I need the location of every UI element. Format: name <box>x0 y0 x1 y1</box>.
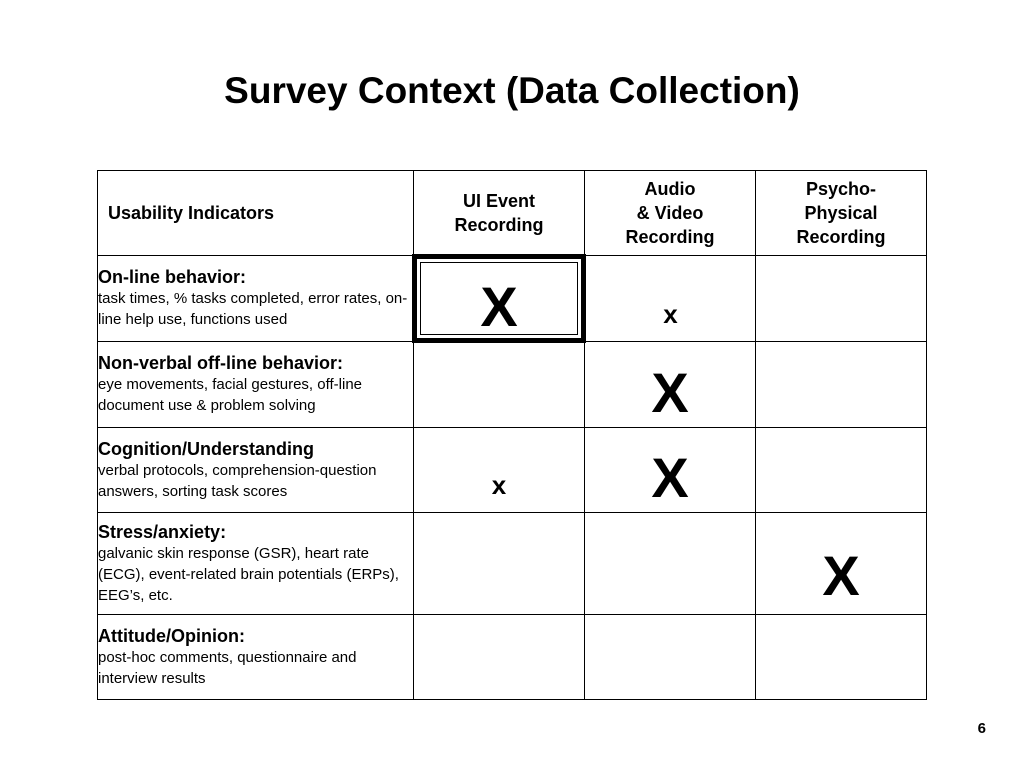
indicator-description: post-hoc comments, questionnaire and interview results <box>98 648 357 687</box>
psycho-physical-cell <box>756 342 927 428</box>
ui-event-cell <box>414 256 585 342</box>
psycho-physical-cell <box>756 256 927 342</box>
mark <box>756 377 926 393</box>
mark <box>756 649 926 665</box>
mark-strong: X <box>480 274 518 338</box>
ui-event-cell <box>414 615 585 700</box>
header-line: Audio <box>644 179 696 199</box>
psycho-physical-cell <box>756 615 927 700</box>
mark <box>585 649 755 665</box>
indicator-cell <box>98 256 414 342</box>
ui-event-cell <box>414 342 585 428</box>
audio-video-cell <box>585 513 756 615</box>
indicator-title: On-line behavior: <box>98 267 247 287</box>
audio-video-cell <box>585 615 756 700</box>
mark <box>756 291 926 307</box>
table-row <box>98 615 927 700</box>
header-psycho-physical-recording <box>756 171 927 256</box>
psycho-physical-cell <box>756 428 927 513</box>
table-row <box>98 513 927 615</box>
indicator-cell <box>98 615 414 700</box>
header-line: Psycho- <box>805 179 877 199</box>
usability-indicators-table <box>97 170 927 700</box>
header-audio-video-recording <box>585 171 756 256</box>
page-number: 6 <box>977 720 986 737</box>
mark-weak: x <box>491 470 507 500</box>
header-line: Recording <box>454 214 544 235</box>
indicator-description: eye movements, facial gestures, off-line document use & problem solving <box>98 376 363 414</box>
indicator-description: galvanic skin response (GSR), heart rate (ECG), event-related brain potentials (ERPs), EEG’s, etc. <box>98 544 399 604</box>
header-line: Recording <box>796 227 886 247</box>
header-line: UI Event <box>462 190 536 211</box>
indicator-cell <box>98 513 414 615</box>
ui-event-cell <box>414 428 585 513</box>
mark <box>414 377 584 393</box>
mark-strong: X <box>651 446 689 509</box>
mark <box>756 462 926 478</box>
table-row <box>98 428 927 513</box>
audio-video-cell <box>585 428 756 513</box>
indicator-title: Non-verbal off-line behavior: <box>98 353 344 373</box>
header-ui-event-recording <box>414 171 585 256</box>
audio-video-cell <box>585 342 756 428</box>
header-line: Physical <box>804 203 878 223</box>
mark <box>414 551 584 576</box>
ui-event-cell <box>414 513 585 615</box>
indicator-cell <box>98 342 414 428</box>
header-usability-indicators: Usability Indicators <box>98 171 414 256</box>
audio-video-cell <box>585 256 756 342</box>
header-line: & Video <box>636 203 704 223</box>
indicator-description: verbal protocols, comprehension-question answers, sorting task scores <box>98 461 377 500</box>
mark-strong: X <box>822 544 860 607</box>
mark <box>585 551 755 576</box>
mark <box>414 649 584 665</box>
indicator-title: Cognition/Understanding <box>98 438 314 459</box>
indicator-cell <box>98 428 414 513</box>
indicator-title: Stress/anxiety: <box>98 521 227 542</box>
table-header-row <box>98 171 927 256</box>
slide-title: Survey Context (Data Collection) <box>224 70 800 111</box>
header-line: Recording <box>625 227 715 247</box>
psycho-physical-cell <box>756 513 927 615</box>
table-row <box>98 342 927 428</box>
mark-strong: X <box>651 360 689 424</box>
table-row <box>98 256 927 342</box>
indicator-description: task times, % tasks completed, error rates, on-line help use, functions used <box>98 290 408 328</box>
mark-weak: x <box>663 298 678 329</box>
indicator-title: Attitude/Opinion: <box>98 625 245 646</box>
